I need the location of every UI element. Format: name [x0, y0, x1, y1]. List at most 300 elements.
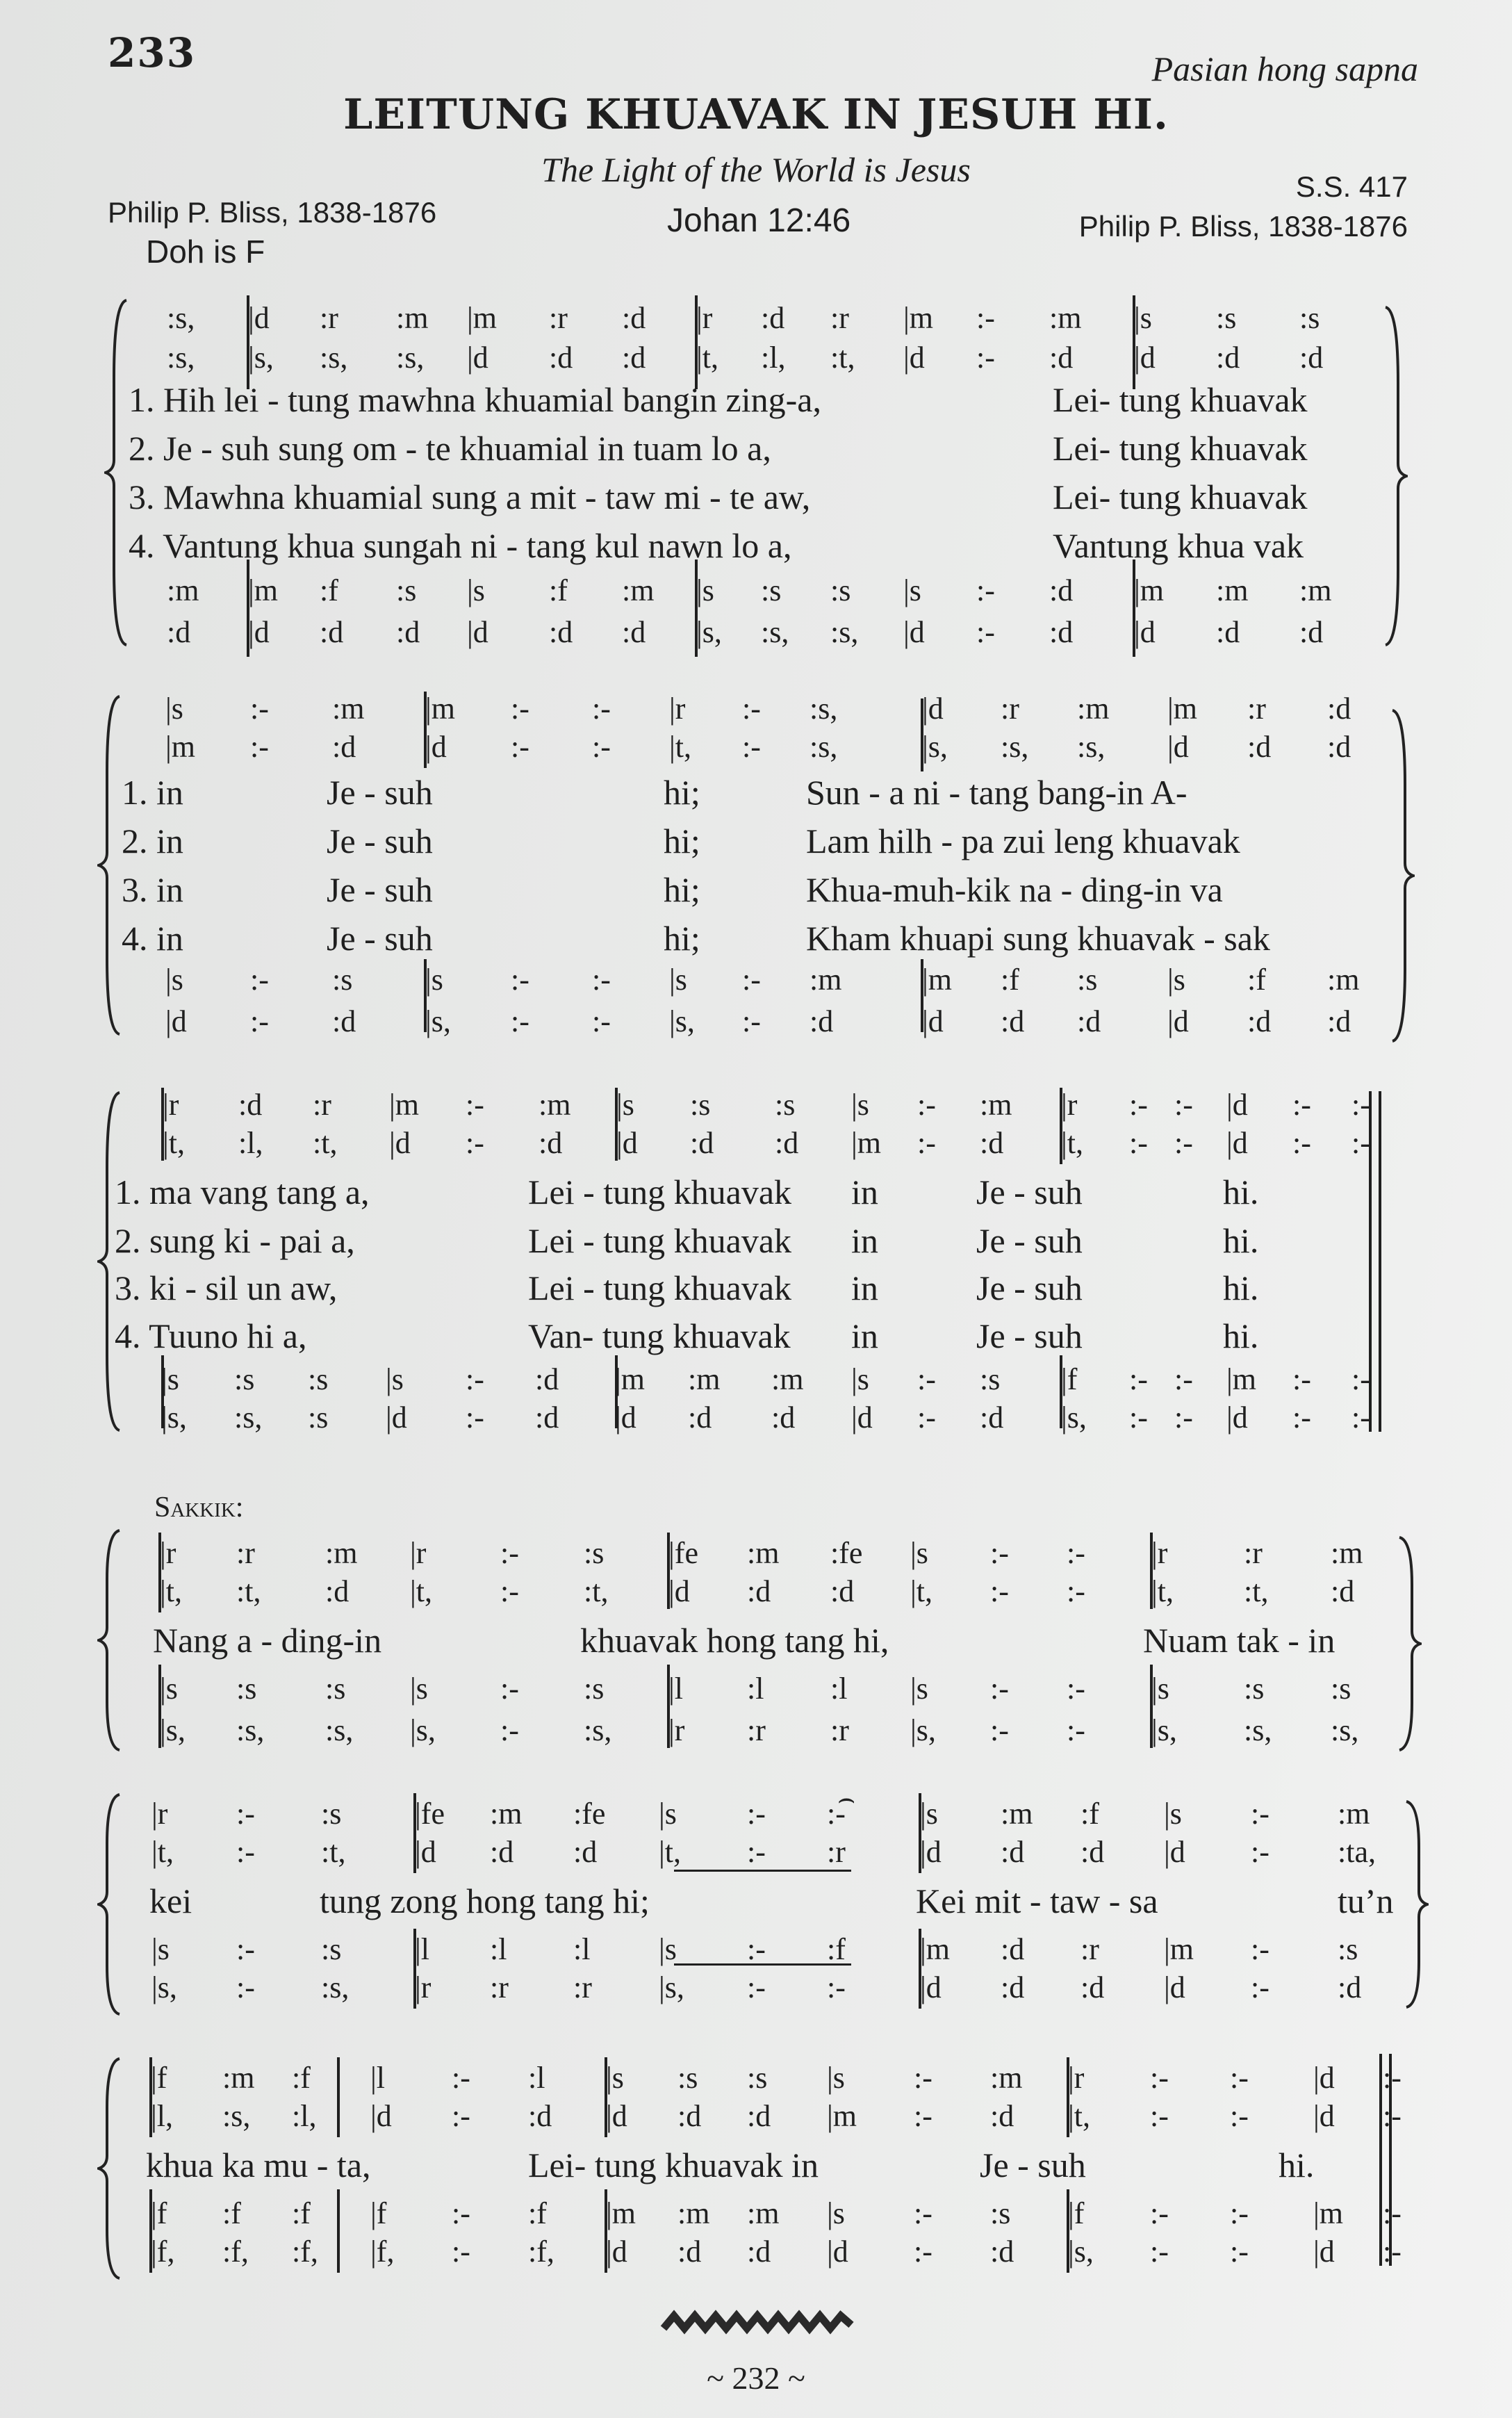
solfa-note: :d [332, 1004, 356, 1038]
solfa-note: :- [914, 2235, 932, 2269]
solfa-note: :m [1049, 301, 1082, 335]
solfa-note: :r [1080, 1932, 1099, 1966]
solfa-note: |s [606, 2061, 624, 2095]
solfa-note: |r [1061, 1088, 1078, 1122]
solfa-note: :s [775, 1088, 796, 1122]
lyric-text: Lei- tung khuavak [1053, 477, 1308, 516]
solfa-note: :m [1216, 573, 1249, 607]
lyric-text: 2. sung ki - pai a, [115, 1221, 355, 1260]
lyric-text: hi. [1279, 2146, 1315, 2184]
solfa-note: :- [917, 1362, 936, 1396]
solfa-note: :t, [236, 1574, 261, 1608]
solfa-note: :- [1351, 1362, 1370, 1396]
solfa-note: :- [1150, 2235, 1169, 2269]
solfa-note: :- [976, 301, 995, 335]
solfa-note: :- [236, 1797, 255, 1831]
solfa-note: :m [1001, 1797, 1033, 1831]
solfa-note: :- [1251, 1835, 1269, 1869]
solfa-note: |d [370, 2099, 392, 2133]
solfa-note: :- [747, 1932, 766, 1966]
solfa-note: |t, [696, 341, 719, 375]
solfa-note: |d [616, 1126, 638, 1160]
solfa-note: :d [1299, 341, 1324, 375]
words-credit: Philip P. Bliss, 1838-1876 [108, 196, 437, 229]
solfa-note: :s, [761, 615, 789, 649]
solfa-note: |d [851, 1400, 873, 1435]
solfa-note: :s, [320, 341, 348, 375]
lyric-text: 4. in [122, 919, 183, 958]
solfa-note: :- [1174, 1126, 1193, 1160]
solfa-note: :- [1230, 2061, 1249, 2095]
solfa-note: :s, [234, 1400, 263, 1435]
solfa-note: :- [500, 1536, 519, 1570]
music-credit: Philip P. Bliss, 1838-1876 [1078, 210, 1408, 243]
solfa-note: :- [452, 2196, 470, 2230]
solfa-note: :- [1174, 1400, 1193, 1435]
solfa-note: :- [976, 341, 995, 375]
lyric-text: 1. in [122, 773, 183, 812]
solfa-note: :ta, [1338, 1835, 1376, 1869]
solfa-note: :s [234, 1362, 255, 1396]
solfa-note: :- [511, 692, 529, 726]
solfa-note: |t, [1061, 1126, 1084, 1160]
lyric-text: Je - suh [976, 1173, 1083, 1211]
solfa-note: :s [236, 1672, 257, 1706]
solfa-note: |m [1226, 1362, 1257, 1396]
solfa-note: :d [1216, 341, 1240, 375]
lyric-text: Je - suh [327, 870, 433, 909]
lyric-text: hi. [1223, 1173, 1259, 1211]
solfa-note: :d [1080, 1970, 1105, 2004]
solfa-note: |d [1164, 1835, 1185, 1869]
solfa-note: :- [1251, 1932, 1269, 1966]
solfa-note: :s [308, 1400, 329, 1435]
solfa-note: :- [511, 730, 529, 764]
solfa-note: :r [573, 1970, 592, 2004]
solfa-note: |l [668, 1672, 684, 1706]
solfa-note: :- [250, 692, 269, 726]
solfa-note: |m [1134, 573, 1165, 607]
solfa-note: :- [742, 730, 761, 764]
solfa-note: |d [415, 1835, 436, 1869]
solfa-note: :s [584, 1536, 605, 1570]
solfa-note: :m [622, 573, 655, 607]
solfa-note: :d [1299, 615, 1324, 649]
solfa-note: |m [851, 1126, 882, 1160]
solfa-note: |d [467, 341, 488, 375]
solfa-note: :l [830, 1672, 848, 1706]
solfa-note: :d [761, 301, 785, 335]
solfa-note: |f, [370, 2235, 395, 2269]
solfa-note: :d [622, 615, 646, 649]
solfa-note: |s, [160, 1713, 186, 1747]
solfa-note: :s [308, 1362, 329, 1396]
solfa-note: |f [151, 2061, 167, 2095]
solfa-note: :d [1077, 1004, 1101, 1038]
solfa-note: |s [696, 573, 714, 607]
solfa-note: :- [1067, 1672, 1085, 1706]
solfa-note: :- [1292, 1126, 1311, 1160]
solfa-note: :d [1001, 1932, 1025, 1966]
slur-line [674, 1870, 851, 1872]
solfa-note: :d [747, 1574, 771, 1608]
solfa-note: :r [830, 1713, 849, 1747]
solfa-note: :s [1216, 301, 1237, 335]
solfa-note: :- [1067, 1713, 1085, 1747]
lyric-text: Lei - tung khuavak [528, 1221, 792, 1260]
solfa-note: |d [920, 1835, 942, 1869]
solfa-note: :m [688, 1362, 721, 1396]
solfa-note: :d [573, 1835, 598, 1869]
solfa-note: :l, [292, 2099, 317, 2133]
solfa-note: :d [535, 1362, 559, 1396]
left-brace-icon [97, 1793, 122, 2016]
solfa-note: |s [161, 1362, 179, 1396]
solfa-note: |m [467, 301, 498, 335]
lyric-text: tu’n [1338, 1881, 1394, 1920]
solfa-note: |s [903, 573, 921, 607]
solfa-note: :- [1383, 2099, 1402, 2133]
lyric-text: Lei - tung khuavak [528, 1173, 792, 1211]
solfa-note: |s [851, 1362, 869, 1396]
solfa-note: :s, [396, 341, 425, 375]
solfa-note: :- [592, 963, 611, 997]
solfa-note: |m [615, 1362, 646, 1396]
lyric-text: Nuam tak - in [1143, 1621, 1336, 1660]
solfa-note: |s, [1068, 2235, 1094, 2269]
solfa-note: |f [151, 2196, 167, 2230]
solfa-note: |t, [1151, 1574, 1174, 1608]
solfa-note: |s [467, 573, 485, 607]
final-double-bar [1379, 1091, 1381, 1432]
solfa-note: :d [1001, 1970, 1025, 2004]
solfa-note: :- [742, 1004, 761, 1038]
lyric-text: 2. in [122, 822, 183, 860]
solfa-note: |t, [410, 1574, 433, 1608]
solfa-note: :s, [167, 341, 195, 375]
solfa-note: :d [1338, 1970, 1362, 2004]
solfa-note: |t, [910, 1574, 933, 1608]
solfa-note: :s, [810, 692, 838, 726]
solfa-note: :s [321, 1932, 342, 1966]
solfa-note: :m [222, 2061, 255, 2095]
solfa-note: |t, [160, 1574, 183, 1608]
solfa-note: :- [1351, 1126, 1370, 1160]
solfa-note: :m [332, 692, 365, 726]
solfa-note: :d [1331, 1574, 1355, 1608]
solfa-note: :m [167, 573, 199, 607]
solfa-note: :d [320, 615, 344, 649]
solfa-note: :- [1292, 1088, 1311, 1122]
solfa-note: :s [990, 2196, 1011, 2230]
solfa-note: |r [415, 1970, 432, 2004]
solfa-note: :d [325, 1574, 350, 1608]
solfa-note: |d [1164, 1970, 1185, 2004]
solfa-note: :m [1077, 692, 1110, 726]
solfa-note: |t, [659, 1835, 682, 1869]
tune-reference: S.S. 417 [1295, 170, 1408, 203]
solfa-note: :t, [830, 341, 855, 375]
solfa-note: :f [1001, 963, 1019, 997]
solfa-note: :- [500, 1672, 519, 1706]
lyric-text: hi; [664, 773, 700, 812]
solfa-note: :m [539, 1088, 571, 1122]
solfa-note: |f [1068, 2196, 1085, 2230]
solfa-note: :m [810, 963, 842, 997]
solfa-note: :d [167, 615, 191, 649]
solfa-note: |d [615, 1400, 636, 1435]
solfa-note: |s [165, 692, 183, 726]
solfa-note: |d [668, 1574, 690, 1608]
solfa-note: :s [677, 2061, 698, 2095]
lyric-text: Van- tung khuavak [528, 1316, 791, 1355]
lyric-text: Nang a - ding-in [153, 1621, 382, 1660]
solfa-note: :f [827, 1932, 846, 1966]
solfa-note: :l [747, 1672, 764, 1706]
solfa-note: :- [236, 1970, 255, 2004]
solfa-note: |m [606, 2196, 636, 2230]
hymn-number: 233 [108, 29, 197, 76]
solfa-note: |s, [910, 1713, 936, 1747]
lyric-text: 4. Tuuno hi a, [115, 1316, 307, 1355]
solfa-note: |m [903, 301, 934, 335]
solfa-note: |s [1134, 301, 1152, 335]
solfa-note: |s [1151, 1672, 1169, 1706]
solfa-note: :s, [810, 730, 838, 764]
solfa-note: :d [1049, 341, 1074, 375]
solfa-note: |r [410, 1536, 427, 1570]
solfa-note: |d [903, 341, 925, 375]
solfa-note: :s, [222, 2099, 251, 2133]
solfa-note: |s [1164, 1797, 1182, 1831]
solfa-note: :m [490, 1797, 523, 1831]
solfa-note: |f [370, 2196, 387, 2230]
lyric-text: in [851, 1268, 878, 1307]
solfa-note: :d [980, 1400, 1004, 1435]
solfa-note: :t, [1244, 1574, 1269, 1608]
solfa-note: |l, [151, 2099, 174, 2133]
solfa-note: |d [1313, 2235, 1335, 2269]
lyric-text: in [851, 1173, 878, 1211]
solfa-note: |d [389, 1126, 411, 1160]
solfa-note: :d [747, 2235, 771, 2269]
solfa-note: :- [452, 2061, 470, 2095]
solfa-note: :d [677, 2099, 702, 2133]
lyric-text: khuavak hong tang hi, [580, 1621, 889, 1660]
solfa-note: :s [325, 1672, 346, 1706]
lyric-text: 4. Vantung khua sungah ni - tang kul nawn lo a, [129, 526, 792, 565]
solfa-note: |m [165, 730, 196, 764]
solfa-note: :l, [761, 341, 786, 375]
solfa-note: :t, [313, 1126, 338, 1160]
solfa-note: :m [771, 1362, 804, 1396]
solfa-note: :r [1247, 692, 1266, 726]
measure-bar [337, 2057, 340, 2137]
solfa-note: :f, [528, 2235, 554, 2269]
solfa-note: :- [1230, 2235, 1249, 2269]
left-brace-icon [97, 1529, 122, 1751]
solfa-note: :- [1230, 2196, 1249, 2230]
solfa-note: :m [677, 2196, 710, 2230]
measure-bar [337, 2189, 340, 2273]
key-signature: Doh is F [146, 234, 265, 270]
solfa-note: :- [250, 963, 269, 997]
solfa-note: :s [1331, 1672, 1351, 1706]
solfa-note: :d [810, 1004, 834, 1038]
solfa-note: :- [747, 1970, 766, 2004]
solfa-note: |r [151, 1797, 168, 1831]
lyric-text: in [851, 1316, 878, 1355]
solfa-note: :fe [830, 1536, 863, 1570]
lyric-text: khua ka mu - ta, [146, 2146, 371, 2184]
solfa-note: :- [236, 1835, 255, 1869]
solfa-note: |s [386, 1362, 404, 1396]
solfa-note: |d [903, 615, 925, 649]
solfa-note: :- [827, 1797, 846, 1831]
right-brace-icon [1390, 709, 1415, 1043]
solfa-note: :- [1067, 1574, 1085, 1608]
solfa-note: :f [528, 2196, 547, 2230]
solfa-note: :l, [238, 1126, 263, 1160]
lyric-text: 3. in [122, 870, 183, 909]
lyric-text: hi. [1223, 1221, 1259, 1260]
lyric-text: hi; [664, 870, 700, 909]
solfa-note: |t, [163, 1126, 186, 1160]
lyric-text: hi; [664, 919, 700, 958]
solfa-note: :r [1244, 1536, 1263, 1570]
solfa-note: :d [549, 615, 573, 649]
lyric-text: Khua-muh-kik na - ding-in va [806, 870, 1223, 909]
solfa-note: :s [980, 1362, 1001, 1396]
solfa-note: :- [976, 573, 995, 607]
solfa-note: :- [1150, 2099, 1169, 2133]
solfa-note: :f [1080, 1797, 1099, 1831]
solfa-note: |s [851, 1088, 869, 1122]
solfa-note: :- [236, 1932, 255, 1966]
solfa-note: :m [1338, 1797, 1370, 1831]
lyric-text: Lei - tung khuavak [528, 1268, 792, 1307]
solfa-note: :d [1049, 573, 1074, 607]
solfa-note: |d [1226, 1400, 1248, 1435]
solfa-note: |d [1134, 615, 1156, 649]
solfa-note: |s [425, 963, 443, 997]
solfa-note: |m [1167, 692, 1198, 726]
solfa-note: |t, [1068, 2099, 1091, 2133]
solfa-note: :t, [321, 1835, 346, 1869]
solfa-note: :s [1338, 1932, 1358, 1966]
page-number: ~ 232 ~ [707, 2360, 805, 2396]
solfa-note: :s [1244, 1672, 1265, 1706]
lyric-text: Kei mit - taw - sa [916, 1881, 1158, 1920]
solfa-note: :- [466, 1088, 484, 1122]
solfa-note: |t, [151, 1835, 174, 1869]
solfa-note: |fe [668, 1536, 698, 1570]
solfa-note: |d [425, 730, 447, 764]
solfa-note: :l [528, 2061, 545, 2095]
solfa-note: :s [1299, 301, 1320, 335]
solfa-note: |s [151, 1932, 170, 1966]
solfa-note: |s, [161, 1400, 187, 1435]
solfa-note: :- [742, 692, 761, 726]
solfa-note: :- [1251, 1797, 1269, 1831]
solfa-note: |m [248, 573, 279, 607]
solfa-note: :- [1150, 2061, 1169, 2095]
hymn-subtitle: The Light of the World is Jesus [541, 150, 971, 189]
solfa-note: |r [696, 301, 713, 335]
solfa-note: :m [325, 1536, 358, 1570]
solfa-note: :m [980, 1088, 1012, 1122]
solfa-note: |d [1313, 2099, 1335, 2133]
solfa-note: :d [1247, 730, 1272, 764]
solfa-note: :- [511, 1004, 529, 1038]
lyric-text: Lei- tung khuavak [1053, 429, 1308, 468]
lyric-text: Je - suh [327, 773, 433, 812]
solfa-note: |s [827, 2196, 845, 2230]
solfa-note: :- [742, 963, 761, 997]
solfa-note: :f [320, 573, 338, 607]
solfa-note: :d [1327, 692, 1351, 726]
solfa-note: :f [292, 2196, 311, 2230]
solfa-note: |d [1226, 1088, 1248, 1122]
solfa-note: :d [528, 2099, 552, 2133]
solfa-note: |d [606, 2235, 627, 2269]
solfa-note: :t, [584, 1574, 609, 1608]
solfa-note: :- [990, 1536, 1009, 1570]
solfa-note: :d [775, 1126, 799, 1160]
solfa-note: :s, [1331, 1713, 1359, 1747]
solfa-note: :r [747, 1713, 766, 1747]
solfa-note: |r [163, 1088, 179, 1122]
solfa-note: :d [1049, 615, 1074, 649]
solfa-note: :d [535, 1400, 559, 1435]
solfa-note: |d [165, 1004, 187, 1038]
solfa-note: :- [990, 1713, 1009, 1747]
solfa-note: :- [1129, 1400, 1148, 1435]
solfa-note: :d [622, 301, 646, 335]
lyric-text: 2. Je - suh sung om - te khuamial in tuam lo a, [129, 429, 771, 468]
solfa-note: |d [1134, 341, 1156, 375]
solfa-note: |m [425, 692, 456, 726]
solfa-note: |r [668, 1713, 685, 1747]
solfa-note: :- [914, 2099, 932, 2133]
solfa-note: |m [389, 1088, 420, 1122]
solfa-note: :d [677, 2235, 702, 2269]
solfa-note: |s [160, 1672, 178, 1706]
solfa-note: :d [332, 730, 356, 764]
solfa-note: |m [1313, 2196, 1344, 2230]
solfa-note: |t, [669, 730, 692, 764]
solfa-note: :m [747, 2196, 780, 2230]
solfa-note: |s, [1061, 1400, 1087, 1435]
scripture-reference: Johan 12:46 [667, 202, 851, 239]
ornament-divider-icon [660, 2307, 855, 2335]
solfa-note: :- [917, 1126, 936, 1160]
solfa-note: :d [980, 1126, 1004, 1160]
solfa-note: :- [1383, 2235, 1402, 2269]
solfa-note: |m [922, 963, 953, 997]
solfa-note: :d [1247, 1004, 1272, 1038]
solfa-note: :d [490, 1835, 514, 1869]
solfa-note: :s, [321, 1970, 350, 2004]
hymn-title: LEITUNG KHUAVAK IN JESUH HI. [343, 90, 1169, 139]
lyric-text: Je - suh [976, 1268, 1083, 1307]
solfa-note: |r [1068, 2061, 1085, 2095]
solfa-note: :d [1327, 1004, 1351, 1038]
solfa-note: :d [688, 1400, 712, 1435]
solfa-note: :d [830, 1574, 855, 1608]
right-brace-icon [1397, 1536, 1422, 1751]
solfa-note: :r [313, 1088, 331, 1122]
